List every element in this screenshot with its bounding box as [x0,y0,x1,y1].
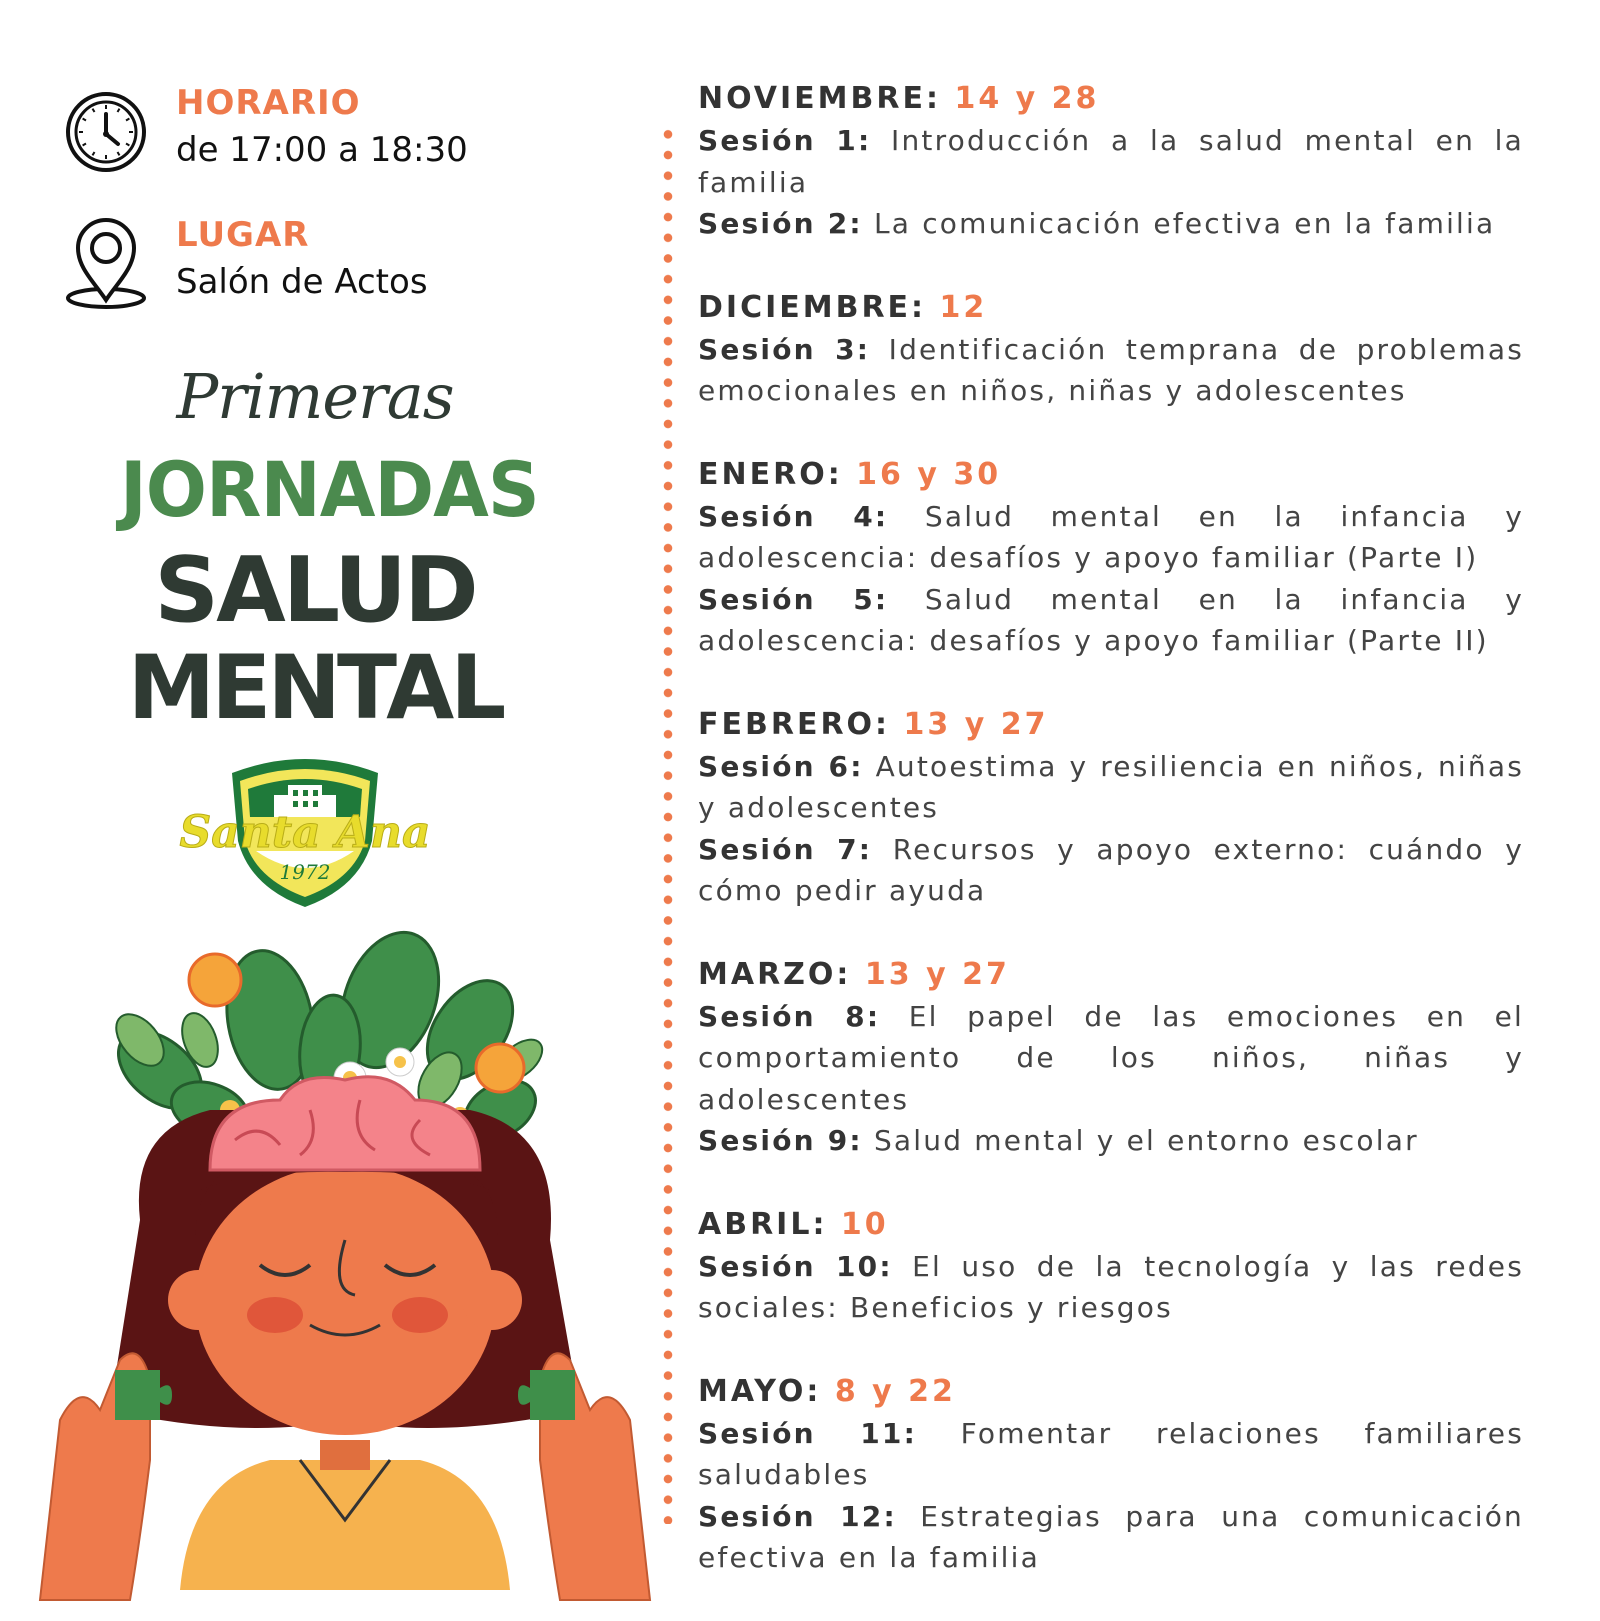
session-label: Sesión 6: [698,749,864,783]
month-heading [698,1204,1524,1246]
month-dates: 12 [939,289,988,325]
session-title: Salud mental y el entorno escolar [873,1124,1419,1157]
clock-icon [64,82,148,182]
session-item [698,1413,1524,1496]
session-item [698,1120,1524,1162]
session-label: Sesión 5: [698,582,889,616]
month-dates: 14 y 28 [954,81,1100,116]
session-item [698,120,1524,203]
title-jornadas: JORNADAS [120,445,539,535]
santa-ana-logo [179,755,431,915]
month-dates: 16 y 30 [856,456,1002,492]
place-info [64,214,428,314]
month-name: MARZO: [698,956,852,992]
month-dates: 13 y 27 [864,956,1010,992]
session-label: Sesión 7: [698,832,873,866]
month-block [698,1204,1524,1329]
session-label: Sesión 11: [698,1416,918,1450]
session-title: Fomentar relaciones familiares saludables [698,1416,1524,1491]
month-block [698,454,1524,662]
month-heading [698,954,1524,996]
session-title: Recursos y apoyo externo: cuándo y cómo pedir ayuda [698,832,1524,907]
logo-year: 1972 [279,860,331,884]
month-heading [698,78,1524,120]
month-name: ENERO: [698,456,843,492]
session-label: Sesión 8: [698,999,881,1033]
month-name: ABRIL: [698,1206,828,1242]
month-heading [698,1371,1524,1413]
month-block [698,287,1524,412]
title-mental: MENTAL [127,636,503,739]
session-title: Salud mental en la infancia y adolescencia: desafíos y apoyo familiar (Parte I) [698,499,1525,574]
month-block [698,78,1524,245]
mental-health-illustration [20,940,670,1600]
session-label: Sesión 1: [698,124,872,157]
month-heading [698,454,1524,496]
session-item [698,996,1524,1121]
session-label: Sesión 4: [698,499,889,533]
session-title: Estrategias para una comunicación efectiva en la familia [698,1499,1524,1574]
session-title: Introducción a la salud mental en la familia [698,124,1524,199]
session-item [698,203,1524,245]
session-schedule [698,78,1524,1621]
month-name: MAYO: [698,1373,822,1409]
session-title: Autoestima y resiliencia en niños, niñas y adolescentes [698,749,1524,824]
month-name: NOVIEMBRE: [698,81,941,116]
session-label: Sesión 12: [698,1499,897,1533]
session-item [698,1496,1524,1579]
month-dates: 8 y 22 [834,1373,956,1409]
month-block [698,954,1524,1162]
title-primeras: Primeras [176,360,454,433]
session-item [698,496,1524,579]
month-block [698,704,1524,912]
session-item [698,829,1524,912]
title-salud: SALUD [154,538,476,643]
dotted-divider [662,124,674,1524]
place-label: LUGAR [176,215,310,255]
session-title: Identificación temprana de problemas emocionales en niños, niñas y adolescentes [698,332,1524,407]
session-title: El papel de las emociones en el comportamiento de los niños, niñas y adolescentes [698,999,1524,1116]
session-title: El uso de la tecnología y las redes sociales: Beneficios y riesgos [698,1249,1524,1324]
session-item [698,579,1524,662]
logo-name: Santa Ana [179,807,431,858]
month-block [698,1371,1524,1579]
month-name: FEBRERO: [698,706,891,742]
schedule-info [64,82,468,182]
session-item [698,329,1524,412]
month-heading [698,287,1524,329]
month-dates: 10 [840,1206,889,1242]
location-pin-icon [64,214,148,314]
schedule-label: HORARIO [176,83,361,123]
session-title: Salud mental en la infancia y adolescencia: desafíos y apoyo familiar (Parte II) [698,582,1525,657]
month-dates: 13 y 27 [903,706,1049,742]
session-label: Sesión 2: [698,207,863,240]
schedule-value: de 17:00 a 18:30 [176,130,468,170]
month-heading [698,704,1524,746]
session-label: Sesión 9: [698,1124,863,1157]
place-value: Salón de Actos [176,262,428,302]
session-item [698,746,1524,829]
session-title: La comunicación efectiva en la familia [873,207,1496,240]
session-label: Sesión 3: [698,332,871,366]
session-item [698,1246,1524,1329]
session-label: Sesión 10: [698,1249,893,1283]
month-name: DICIEMBRE: [698,289,927,325]
